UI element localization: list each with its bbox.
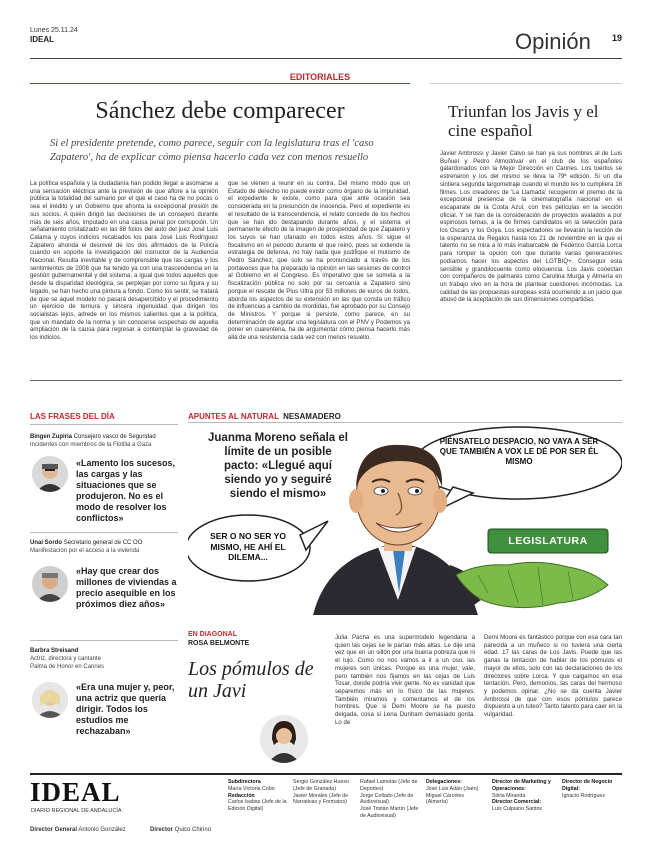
column-headline: Los pómulos de un Javi (188, 658, 314, 702)
column-section: EN DIAGONAL (188, 631, 237, 638)
editorial-label: EDITORIALES (289, 72, 351, 82)
credit-name: Jorge Collado (Jefe de Audiovisual) (360, 792, 414, 806)
quote-3-speaker (30, 648, 180, 654)
side-body: Javier Ambrossi y Javier Calvo se han ya sus nombres al de Luis Buñuel y Pedro Almodóvar en el club de los españoles galardonados con la Mejor Dirección en Cannes. Los tuertos se estrenaron y los del mismo se lleva la 79ª edición. Si un día sintiera segunda largometraje cuando el mundo les lo cumpliera 16 filmes. Los creadores de 'La Llamada' recogieron el premio de la excepcional presencia de la cinematografía nacional en el escaparate de la Costa Azul, con tres películas en la sección oficial. Y se han de la consideración de proyectos avalados a por espinosos temas, a la de firmes candidatos en la selección para los Oscars y los Goya. Los espectadores se llevarán la lección de la esperanza de Regalos hasta los 21 de noviembre en la que el talento no se mira a lo más inabarcable de Federico García Lorca para romper la opción con que durante varias generaciones podíamos hacer los aspectos del LGTBIQ+. Conseguir esta sensible y grandilocuente como elocuencia. Los Javis conectan con compañeros de palmarés como Carolina Murga y Almería en un trabajo vivo en la hora de plantear cuestiones incómodas. La calidad de las propuestas europeas está ocurriendo a un juicio que abusó de la aceptación de sus dimensiones compartidas. (440, 150, 622, 304)
credits-column-3 (360, 779, 422, 820)
credit-name: Luis Culpiano Santos (492, 806, 543, 813)
footer-divider (30, 773, 622, 775)
column-author: ROSA BELMONTE (188, 640, 250, 647)
quote-1-text: «Lamento los sucesos, las cargas y las situaciones que se produjeron. No es el modo de resolver los conflictos» (76, 458, 176, 523)
credit-label: Subdirectora (228, 779, 261, 785)
author-photo (260, 715, 308, 763)
footer-tagline: DIARIO REGIONAL DE ANDALUCÍA (31, 808, 122, 814)
quote-1-avatar (32, 456, 68, 492)
credit-name: Javier Morales (Jefe de Narrativas y Formatos) (293, 792, 349, 806)
credit-name: Rafael Lamelas (Jefe de Deportes) (360, 779, 418, 792)
cartoon-divider (188, 422, 622, 423)
section-title: Opinión (515, 29, 591, 54)
section-divider (30, 380, 622, 381)
credit-label: Director de Marketing y Operaciones: (492, 779, 551, 792)
quotes-divider (30, 424, 178, 425)
quotes-divider (30, 532, 178, 533)
director-label: Director (150, 827, 174, 833)
column-body-2: Demi Moore es fantástico porque con esa cara tan parecida a un muñeco si no tuviera una cierta edad. 17 las caras de Los Javis. Puede que las ganas la tentación de hablar de los pómulos el mayor de ellos, solo con las declaraciones de los directores sobre Lorca. Y que caigamos en esa tentación. Pero, demonios, las caras del hermoso y podemos opinar. ¿No se da cuenta Javier Ambrossi de que con esos pómulos parece dispuesto a un tuteo? Tanto talento para caer en la vulgaridad. (484, 634, 622, 719)
credit-label: Redacción (228, 792, 255, 799)
quote-3-name: Barbra Streisand (30, 648, 79, 654)
ideal-logo: IDEAL (30, 777, 121, 807)
credit-name: Carlos Isabas (Jefe de la Edición Digital) (228, 799, 287, 813)
director-general (30, 827, 126, 833)
credit-name: Sergio González Hueso (Jefe de Granada) (293, 779, 349, 792)
credit-label: Delegaciones: (426, 779, 462, 785)
credit-name: Silvia Miranda (492, 792, 526, 799)
cartoon-banner: LEGISLATURA (508, 535, 588, 547)
credits-column-2 (293, 779, 355, 806)
header-brand: IDEAL (30, 35, 54, 44)
credit-label: Director Comercial: (492, 799, 542, 806)
quotes-divider (30, 640, 178, 641)
quote-2-role: Secretario general de CC OO (63, 540, 143, 546)
director-general-label: Director General (30, 827, 78, 833)
credit-name: María Victoria Cobo (228, 785, 275, 792)
quote-1-speaker (30, 434, 180, 440)
cartoon-caption: Juanma Moreno señala el límite de un posible pacto: «Llegué aquí siendo yo y seguiré siendo el mismo» (208, 432, 348, 500)
header-divider (30, 58, 622, 59)
side-headline: Triunfan los Javis y el cine español (448, 102, 599, 140)
quote-2-avatar (32, 566, 68, 602)
director-general-name: Antonio González (78, 827, 126, 833)
quote-3-role: Actriz, directora y cantante (30, 656, 102, 662)
credits-column-1 (228, 779, 290, 813)
political-cartoon (188, 425, 622, 615)
director-name: Quico Chirino (174, 827, 212, 833)
quote-2-speaker (30, 540, 180, 546)
quote-1-name: Bingen Zupiria (30, 434, 72, 440)
credits-column-4 (426, 779, 486, 806)
editorial-body-column-1: La política española y la ciudadanía han podido llegar a asomarse a una sensación eléctrica ante la previsión de que aflore a la opinión pública la totalidad del sumario por el que el caso ha de no pocas o sea el inédito y un Gobierno que afronta la excepcional presión de sus socios. A quién dirigió las decisiones de un consejero durante más de seis años, imputado en una causa penal por corrupción. Un señalamiento cristalizado en las 88 folios del auto del juez José Luis Calama y cuyos indicios recabados los para José Luis Rodríguez Zapatero ahonda el desnivel de los dos afirmados de la Policía cuando en soporte la investigación del instructor de la Audiencia Nacional. Resulta inevitable y de comprensible que las cargas y los sentimientos de 2008 que ha tenido ya con una trascendencia en la gestión gubernamental y del sistema; a igual que todos aquellos que desde la disparidad ideológica, se perplejan por como su figura y su legado, se han hecho una pintura a fondo. Como los sentir, se tratará de que se aquel modelo no pasará desapercibido y el procedimiento un ejercicio de ternura y sincera ingenuidad que dirigen los socialistas lejos, adrede en los mismos salientes que a la política, que un mandato de la norma y sin conocerse sospechas de aquella ampliación de la causa para regresar a contemplar la gravedad de los indicios. (30, 180, 218, 342)
editorial-headline: Sánchez debe comparecer (95, 98, 345, 124)
credit-name: José Luis Adán (Jaén) (426, 785, 479, 792)
cartoon-section: APUNTES AL NATURAL (188, 412, 279, 421)
credit-name: Ignacio Rodríguez (562, 792, 605, 799)
editorial-body-column-2: que se vienen a reunir en su contra. Del mismo modo que un Estado de derecho no puede existir como órgano de la impunidad, el expediente le existe, como para que ante ocasión sea considerada en la presunción de inocencia. Pero el expediente es el resultado de la transcendencia, el relato concede de los hechos que se han ido destapando durante años, y el sistema el permanente efecto de la imagen de prosperidad de que Zapatero y los suyos se han ufanado en todos estos años. Sí sigue el fiscalismo en el periodo durante el que reinó, pues se extiende la estrategia de defensa, no hay nada que justifique el mutismo de Pedro Sánchez, que solo se ha pronunciado a través de los portavoces que ha preparado la opinión en las sesiones de control al Gobierno en el Congreso. Es imperativo que se someta a la fiscalización pública no solo por su cercanía a Zapatero sino porque el rescate de Plus Ultra por 53 millones de euros de todos, aborda los aspectos de su extensión en las que consta un tráfico de influencias a cambio de mordidas, fue aprobado por su Consejo de Ministros. Y porque si persiste, como parece, en su determinación de agotar una legislatura con el PNV y Podemos ya poner en cuarentena, ha de argumentar cómo piensa hacerlo más allá de una resistencia cada vez con menos resuello. (228, 180, 410, 342)
cartoon-bubble-right: PIÉNSATELO DESPACIO, NO VAYA A SER QUE TAMBIÉN A VOX LE DÉ POR SER ÉL MISMO (439, 437, 599, 466)
side-divider (430, 83, 622, 84)
editorial-divider (30, 83, 410, 84)
director (150, 827, 211, 833)
cartoon-author: NESAMADERO (283, 412, 341, 421)
credit-label: Director de Negocio Digital: (562, 779, 613, 792)
column-body-1: Julia Pacha es una supermodelo legendaria a quien las cejas se le parían más altas. Le dije una vez que en un sillón por una buena pobreza que ni el lujo. Como no nos vamos a ir a un oso, las mujeres son únicas. Porque es una mujer, vale, pero también nos fijamos en las cejas de Luis Tosar, donde podría vivir gente. No es vanidad que separemos más en lo físico de las mujeres. También miramos y comentamos el de los hombres. Que si Demi Moore se ha puesto delgada, cosa si Lena Dunham demasiado gorda. Lo de (335, 634, 475, 726)
credits-column-6 (562, 779, 622, 799)
quote-2-name: Unai Sordo (30, 540, 63, 546)
quotes-label: LAS FRASES DEL DÍA (30, 412, 115, 421)
page-number: 19 (612, 33, 623, 43)
quote-3-text: «Era una mujer y, peor, una actriz que quería dirigir. Todos los estudios me rechazaban» (76, 682, 175, 736)
quote-2-text: «Hay que crear dos millones de viviendas a precio asequible en los próximos diez años» (76, 566, 177, 609)
cartoon-bubble-left: SER O NO SER YO MISMO, HE AHÍ EL DILEMA... (210, 531, 286, 562)
quote-3-avatar (32, 682, 68, 718)
quote-3-context: Palma de Honor en Cannes (30, 664, 105, 670)
editorial-lead: Si el presidente pretende, como parece, seguir con la legislatura tras el 'caso Zapatero', ha de explicar cómo piensa hacerlo cada vez con menos resuello (50, 138, 374, 163)
credits-column-5 (492, 779, 558, 813)
header-date: Lunes 25.11.24 (30, 27, 78, 34)
cartoon-label (188, 412, 341, 421)
credit-name: José Tristán Martín (Jefe de Audiovisual) (360, 806, 419, 819)
quote-2-context: Manifestación por el acceso a la vivienda (30, 548, 140, 554)
quote-1-role: Consejero vasco de Seguridad (73, 434, 156, 440)
credit-name: Miguel Cárceles (Almería) (426, 792, 464, 806)
quote-1-context: Incidentes con miembros de la Flotilla a Gaza (30, 442, 152, 448)
